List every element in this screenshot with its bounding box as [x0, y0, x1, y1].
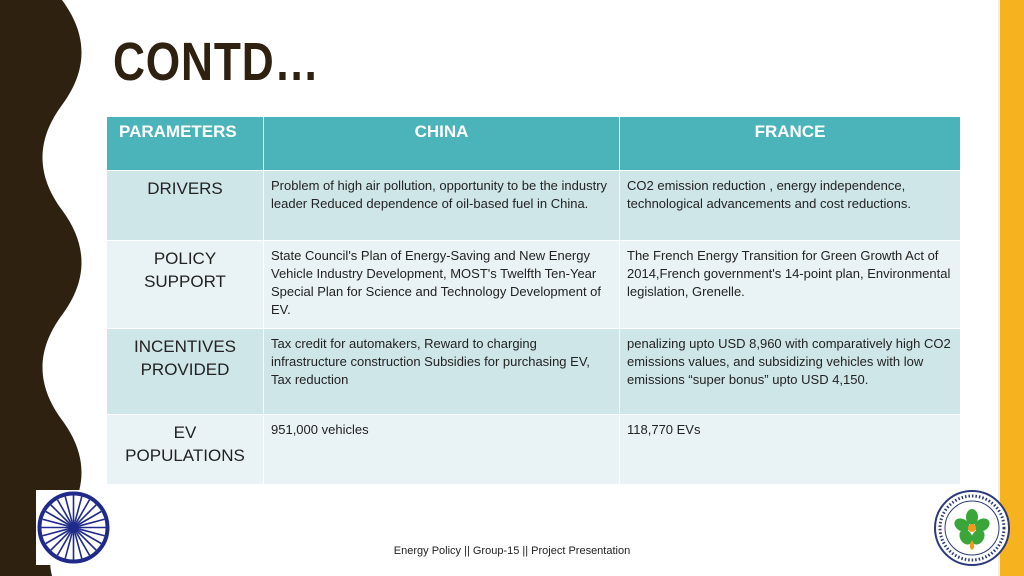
- row-label: DRIVERS: [107, 171, 264, 241]
- table-row-ev-populations: [107, 415, 961, 485]
- cell-france: The French Energy Transition for Green Growth Act of 2014,French government's 14-point plan, Environmental legislation, Grenelle.: [620, 241, 961, 329]
- column-header-parameters: PARAMETERS: [107, 117, 264, 171]
- cell-china: 951,000 vehicles: [264, 415, 620, 485]
- column-header-france: FRANCE: [620, 117, 961, 171]
- cell-china: Tax credit for automakers, Reward to charging infrastructure construction Subsidies for purchasing EV, Tax reduction: [264, 329, 620, 415]
- row-label: EV POPULATIONS: [107, 415, 264, 485]
- table-row-policy-support: [107, 241, 961, 329]
- cell-china: State Council's Plan of Energy-Saving and New Energy Vehicle Industry Development, MOST's Twelfth Ten-Year Special Plan for Science and Technology Development of EV.: [264, 241, 620, 329]
- cell-france: 118,770 EVs: [620, 415, 961, 485]
- slide-footer: Energy Policy || Group-15 || Project Presentation: [393, 545, 631, 557]
- cell-china: Problem of high air pollution, opportunity to be the industry leader Reduced dependence of oil-based fuel in China.: [264, 171, 620, 241]
- slide-title: CONTD…: [113, 32, 320, 92]
- table-row-incentives: [107, 329, 961, 415]
- table-header-row: [107, 117, 961, 171]
- cell-france: penalizing upto USD 8,960 with comparatively high CO2 emissions values, and subsidizing vehicles with low emissions “super bonus” upto USD 4,150.: [620, 329, 961, 415]
- table-row-drivers: [107, 171, 961, 241]
- comparison-table: [106, 116, 961, 485]
- column-header-china: CHINA: [264, 117, 620, 171]
- row-label: INCENTIVES PROVIDED: [107, 329, 264, 415]
- row-label: POLICY SUPPORT: [107, 241, 264, 329]
- cell-france: CO2 emission reduction , energy independence, technological advancements and cost reductions.: [620, 171, 961, 241]
